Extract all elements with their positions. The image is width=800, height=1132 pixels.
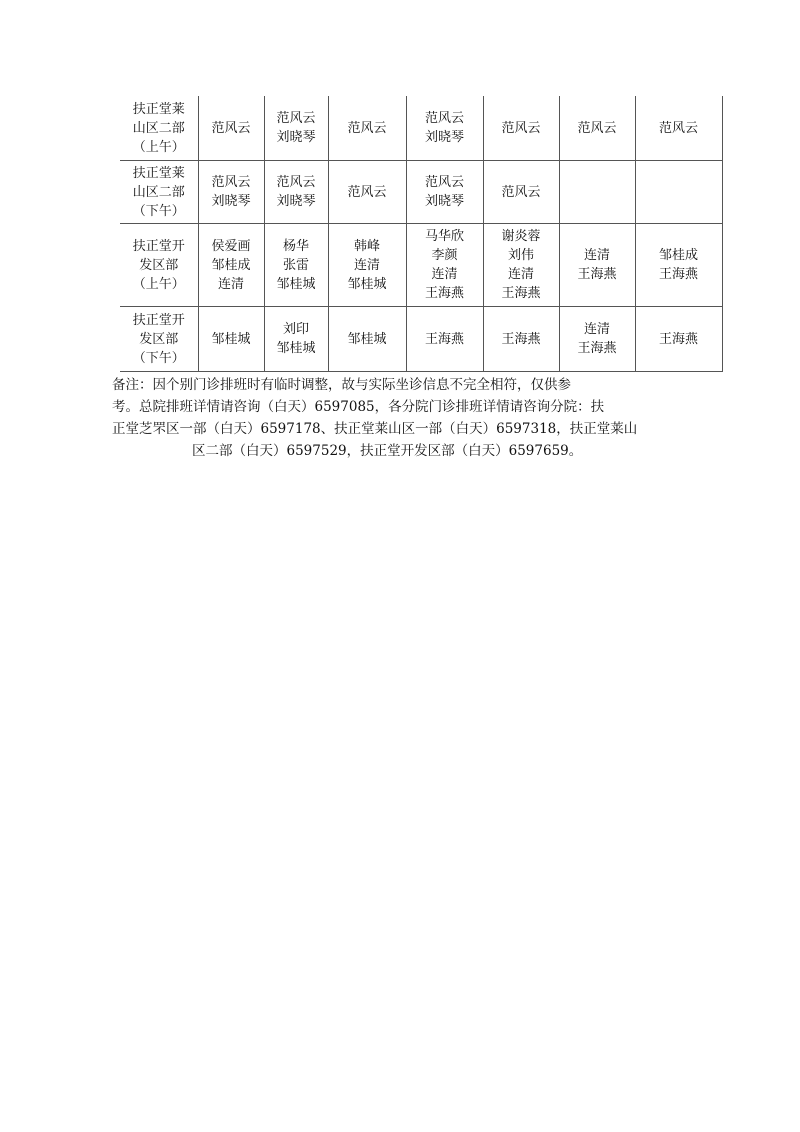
dept-label: 扶正堂开 bbox=[132, 238, 185, 254]
doctor-name: 范风云 bbox=[577, 120, 617, 136]
dept-cell bbox=[120, 161, 198, 224]
table-row bbox=[120, 307, 722, 372]
schedule-cell bbox=[483, 224, 559, 307]
dept-cell bbox=[120, 224, 198, 307]
doctor-name: 连清 bbox=[353, 257, 380, 273]
schedule-table-body bbox=[120, 96, 722, 372]
doctor-name: 韩峰 bbox=[353, 238, 380, 254]
doctor-name: 刘晓琴 bbox=[276, 194, 316, 209]
schedule-cell bbox=[198, 96, 264, 161]
doctor-name: 刘晓琴 bbox=[211, 194, 251, 209]
doctor-name: 王海燕 bbox=[577, 267, 617, 282]
doctor-name: 范风云 bbox=[424, 175, 464, 190]
doctor-name: 王海燕 bbox=[501, 286, 541, 301]
doctor-name: 连清 bbox=[217, 276, 244, 292]
doctor-name: 马华欣 bbox=[424, 229, 464, 244]
doctor-name: 范风云 bbox=[501, 184, 541, 200]
schedule-cell bbox=[198, 224, 264, 307]
table-row bbox=[120, 96, 722, 161]
doctor-name: 刘晓琴 bbox=[424, 130, 464, 145]
doctor-name: 侯爱画 bbox=[211, 238, 251, 254]
note-line: 考。总院排班详情请咨询（白天）6597085，各分院门诊排班详情请咨询分院：扶 bbox=[112, 399, 605, 415]
doctor-name: 刘晓琴 bbox=[424, 194, 464, 209]
doctor-name: 刘印 bbox=[282, 322, 309, 337]
schedule-cell bbox=[328, 224, 406, 307]
dept-label: 山区二部 bbox=[132, 120, 185, 136]
schedule-cell bbox=[635, 224, 722, 307]
doctor-name: 邹桂城 bbox=[347, 276, 387, 292]
doctor-name: 范风云 bbox=[211, 175, 251, 190]
doctor-name: 范风云 bbox=[211, 120, 251, 136]
doctor-name: 范风云 bbox=[424, 111, 464, 126]
doctor-name: 邹桂成 bbox=[658, 248, 698, 263]
doctor-name: 范风云 bbox=[276, 175, 316, 190]
dept-cell bbox=[120, 307, 198, 372]
schedule-cell bbox=[264, 307, 328, 372]
schedule-cell bbox=[635, 96, 722, 161]
schedule-cell bbox=[635, 307, 722, 372]
doctor-name: 杨华 bbox=[282, 238, 309, 254]
schedule-cell bbox=[198, 161, 264, 224]
schedule-cell bbox=[559, 96, 635, 161]
doctor-name: 范风云 bbox=[347, 120, 387, 136]
doctor-name: 李颜 bbox=[431, 248, 458, 263]
doctor-name: 王海燕 bbox=[577, 341, 617, 356]
doctor-name: 范风云 bbox=[347, 184, 387, 200]
doctor-name: 王海燕 bbox=[658, 331, 698, 347]
schedule-cell bbox=[264, 224, 328, 307]
table-row bbox=[120, 224, 722, 307]
doctor-name: 王海燕 bbox=[424, 331, 464, 347]
schedule-cell bbox=[264, 161, 328, 224]
note-line: 区二部（白天）6597529，扶正堂开发区部（白天）6597659。 bbox=[192, 443, 583, 459]
doctor-name: 张雷 bbox=[282, 257, 309, 273]
schedule-cell bbox=[483, 307, 559, 372]
doctor-name: 范风云 bbox=[276, 111, 316, 126]
schedule-cell bbox=[406, 224, 483, 307]
schedule-cell bbox=[559, 161, 635, 224]
dept-label: （上午） bbox=[132, 276, 185, 292]
schedule-cell bbox=[406, 96, 483, 161]
doctor-name: 邹桂城 bbox=[211, 331, 251, 347]
doctor-name: 刘伟 bbox=[507, 248, 534, 263]
schedule-table bbox=[120, 96, 723, 372]
dept-label: 发区部 bbox=[139, 331, 179, 347]
dept-cell bbox=[120, 96, 198, 161]
schedule-cell bbox=[635, 161, 722, 224]
doctor-name: 范风云 bbox=[501, 120, 541, 136]
doctor-name: 王海燕 bbox=[658, 267, 698, 282]
doctor-name: 连清 bbox=[583, 248, 610, 263]
schedule-cell bbox=[559, 307, 635, 372]
dept-label: 发区部 bbox=[139, 257, 179, 273]
dept-label: 扶正堂开 bbox=[132, 312, 185, 328]
schedule-cell bbox=[406, 307, 483, 372]
dept-label: （下午） bbox=[132, 350, 185, 366]
doctor-name: 连清 bbox=[431, 267, 458, 282]
dept-label: 扶正堂莱 bbox=[132, 165, 185, 181]
doctor-name: 范风云 bbox=[658, 120, 698, 136]
dept-label: （下午） bbox=[132, 203, 185, 219]
doctor-name: 邹桂成 bbox=[211, 257, 251, 273]
doctor-name: 刘晓琴 bbox=[276, 130, 316, 145]
schedule-cell bbox=[198, 307, 264, 372]
doctor-name: 邹桂城 bbox=[276, 341, 316, 356]
schedule-cell bbox=[328, 161, 406, 224]
doctor-name: 邹桂城 bbox=[276, 276, 316, 292]
note-line: 正堂芝罘区一部（白天）6597178、扶正堂莱山区一部（白天）6597318，扶正堂莱山 bbox=[112, 421, 638, 437]
schedule-cell bbox=[328, 307, 406, 372]
table-row bbox=[120, 161, 722, 224]
schedule-cell bbox=[483, 96, 559, 161]
schedule-cell bbox=[328, 96, 406, 161]
schedule-cell bbox=[483, 161, 559, 224]
dept-label: 扶正堂莱 bbox=[132, 101, 185, 117]
schedule-cell bbox=[264, 96, 328, 161]
dept-label: （上午） bbox=[132, 139, 185, 155]
schedule-cell bbox=[406, 161, 483, 224]
schedule-cell bbox=[559, 224, 635, 307]
note-line: 备注：因个别门诊排班时有临时调整，故与实际坐诊信息不完全相符，仅供参 bbox=[112, 377, 571, 393]
doctor-name: 连清 bbox=[583, 322, 610, 337]
doctor-name: 王海燕 bbox=[424, 286, 464, 301]
doctor-name: 连清 bbox=[507, 267, 534, 282]
doctor-name: 邹桂城 bbox=[347, 331, 387, 347]
doctor-name: 谢炎蓉 bbox=[501, 229, 541, 244]
doctor-name: 王海燕 bbox=[501, 331, 541, 347]
dept-label: 山区二部 bbox=[132, 184, 185, 200]
schedule-note bbox=[112, 374, 702, 462]
